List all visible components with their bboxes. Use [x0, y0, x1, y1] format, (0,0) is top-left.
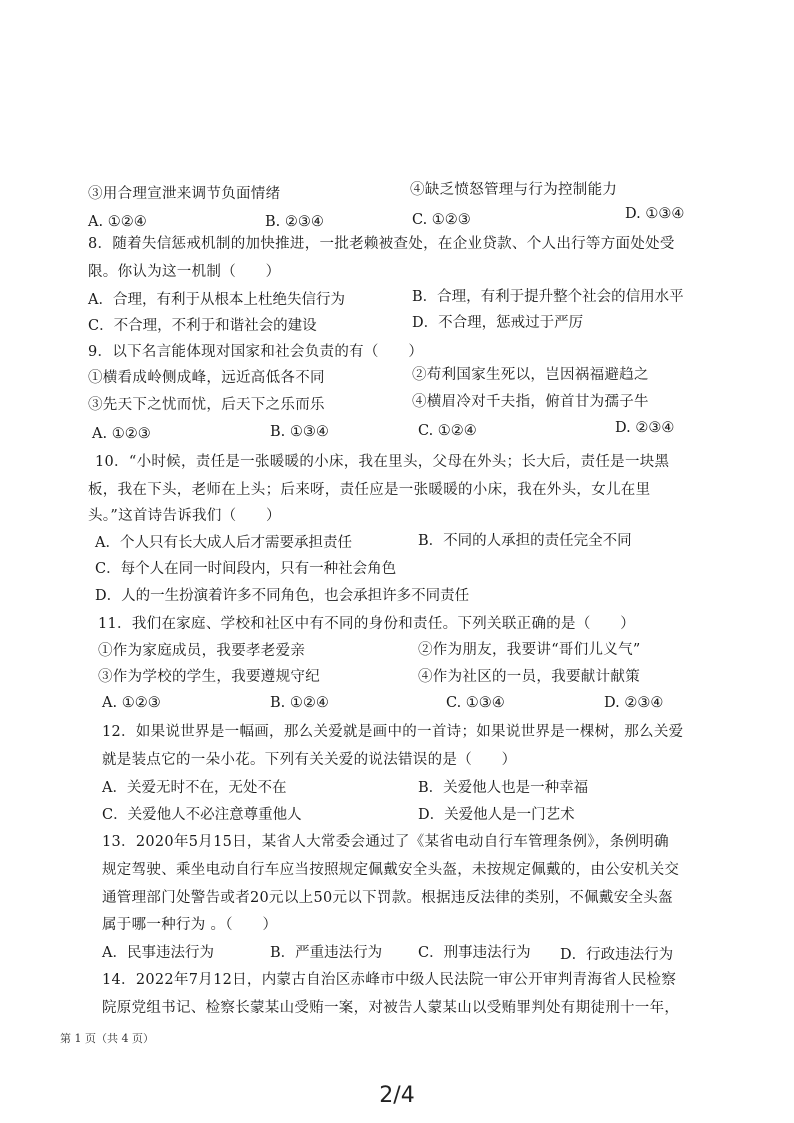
q10-stem-line-3: 头。”这首诗告诉我们（ ） — [88, 508, 281, 524]
q7-item-3: ③用合理宣泄来调节负面情绪 — [88, 186, 281, 202]
q11-item-4: ④作为社区的一员，我要献计献策 — [418, 669, 640, 685]
q12-option-a: A．关爱无时不在，无处不在 — [102, 780, 287, 796]
q8-stem-line-2: 限。你认为这一机制（ ） — [88, 264, 281, 280]
q11-option-b: B. ①②④ — [270, 695, 329, 711]
q12-option-b: B．关爱他人也是一种幸福 — [418, 780, 589, 796]
page-indicator: 2/4 — [379, 1083, 415, 1108]
q7-item-4: ④缺乏愤怒管理与行为控制能力 — [410, 182, 618, 198]
q12-stem-line-1: 12．如果说世界是一幅画，那么关爱就是画中的一首诗；如果说世界是一棵树，那么关爱 — [102, 724, 684, 740]
q13-stem-line-4: 属于哪一种行为 。（ ） — [102, 917, 278, 933]
page-footer: 第 1 页（共 4 页） — [60, 1032, 154, 1045]
q8-option-d: D．不合理，惩戒过于严厉 — [412, 315, 584, 331]
q12-option-c: C．关爱他人不必注意尊重他人 — [102, 807, 302, 823]
q11-option-c: C. ①③④ — [446, 695, 505, 711]
q8-option-a: A．合理，有利于从根本上杜绝失信行为 — [88, 292, 345, 308]
q9-option-d: D. ②③④ — [615, 420, 675, 436]
q7-option-d: D. ①③④ — [625, 206, 685, 222]
q7-option-c: C. ①②③ — [412, 212, 471, 228]
q9-item-2: ②苟利国家生死以，岂因祸福避趋之 — [412, 367, 649, 383]
q13-option-a: A．民事违法行为 — [102, 945, 214, 961]
q13-stem-line-2: 规定驾驶、乘坐电动自行车应当按照规定佩戴安全头盔，未按规定佩戴的，由公安机关交 — [102, 862, 680, 878]
q10-option-d: D．人的一生扮演着许多不同角色，也会承担许多不同责任 — [95, 588, 470, 604]
q9-option-b: B. ①③④ — [270, 424, 329, 440]
q10-stem-line-1: 10．“小时候，责任是一张暖暖的小床，我在里头，父母在外头；长大后，责任是一块黑 — [95, 454, 670, 470]
q10-option-a: A．个人只有长大成人后才需要承担责任 — [95, 535, 352, 551]
q11-item-3: ③作为学校的学生，我要遵规守纪 — [98, 669, 320, 685]
q8-stem-line-1: 8．随着失信惩戒机制的加快推进，一批老赖被查处，在企业贷款、个人出行等方面处处受 — [88, 236, 675, 252]
q11-option-a: A. ①②③ — [102, 695, 161, 711]
q9-option-a: A. ①②③ — [92, 426, 151, 442]
q10-option-c: C．每个人在同一时间段内，只有一种社会角色 — [95, 561, 397, 577]
q11-option-d: D. ②③④ — [604, 695, 664, 711]
q11-stem: 11．我们在家庭、学校和社区中有不同的身份和责任。下列关联正确的是（ ） — [98, 616, 636, 632]
q14-stem-line-1: 14．2022年7月12日，内蒙古自治区赤峰市中级人民法院一审公开审判青海省人民检察 — [102, 972, 677, 988]
q9-item-3: ③先天下之忧而忧，后天下之乐而乐 — [88, 397, 325, 413]
q13-option-d: D．行政违法行为 — [560, 947, 674, 963]
q13-option-c: C．刑事违法行为 — [418, 945, 531, 961]
q13-stem-line-3: 通管理部门处警告或者20元以上50元以下罚款。根据违反法律的类别，不佩戴安全头盔 — [102, 890, 673, 906]
q14-stem-line-2: 院原党组书记、检察长蒙某山受贿一案，对被告人蒙某山以受贿罪判处有期徒刑十一年， — [102, 1000, 680, 1016]
q10-stem-line-2: 板，我在下头，老师在上头；后来呀，责任应是一张暖暖的小床，我在外头，女儿在里 — [88, 482, 651, 498]
q13-stem-line-1: 13．2020年5月15日，某省人大常委会通过了《某省电动自行车管理条例》，条例明确 — [102, 834, 669, 850]
q13-option-b: B．严重违法行为 — [270, 945, 383, 961]
q7-option-b: B. ②③④ — [265, 214, 324, 230]
q10-option-b: B．不同的人承担的责任完全不同 — [418, 533, 632, 549]
q8-option-c: C．不合理，不利于和谐社会的建设 — [88, 318, 317, 334]
q8-option-b: B．合理，有利于提升整个社会的信用水平 — [412, 289, 684, 305]
q9-item-1: ①横看成岭侧成峰，远近高低各不同 — [88, 370, 325, 386]
q9-stem: 9．以下名言能体现对国家和社会负责的有（ ） — [88, 344, 424, 360]
q9-item-4: ④横眉冷对千夫指，俯首甘为孺子牛 — [412, 394, 649, 410]
q11-item-1: ①作为家庭成员，我要孝老爱亲 — [98, 643, 306, 659]
q12-stem-line-2: 就是装点它的一朵小花。下列有关关爱的说法错误的是（ ） — [102, 752, 517, 768]
q12-option-d: D．关爱他人是一门艺术 — [418, 807, 575, 823]
q9-option-c: C. ①②④ — [418, 423, 477, 439]
q7-option-a: A. ①②④ — [88, 214, 147, 230]
q11-item-2: ②作为朋友，我要讲“哥们儿义气” — [418, 642, 641, 658]
